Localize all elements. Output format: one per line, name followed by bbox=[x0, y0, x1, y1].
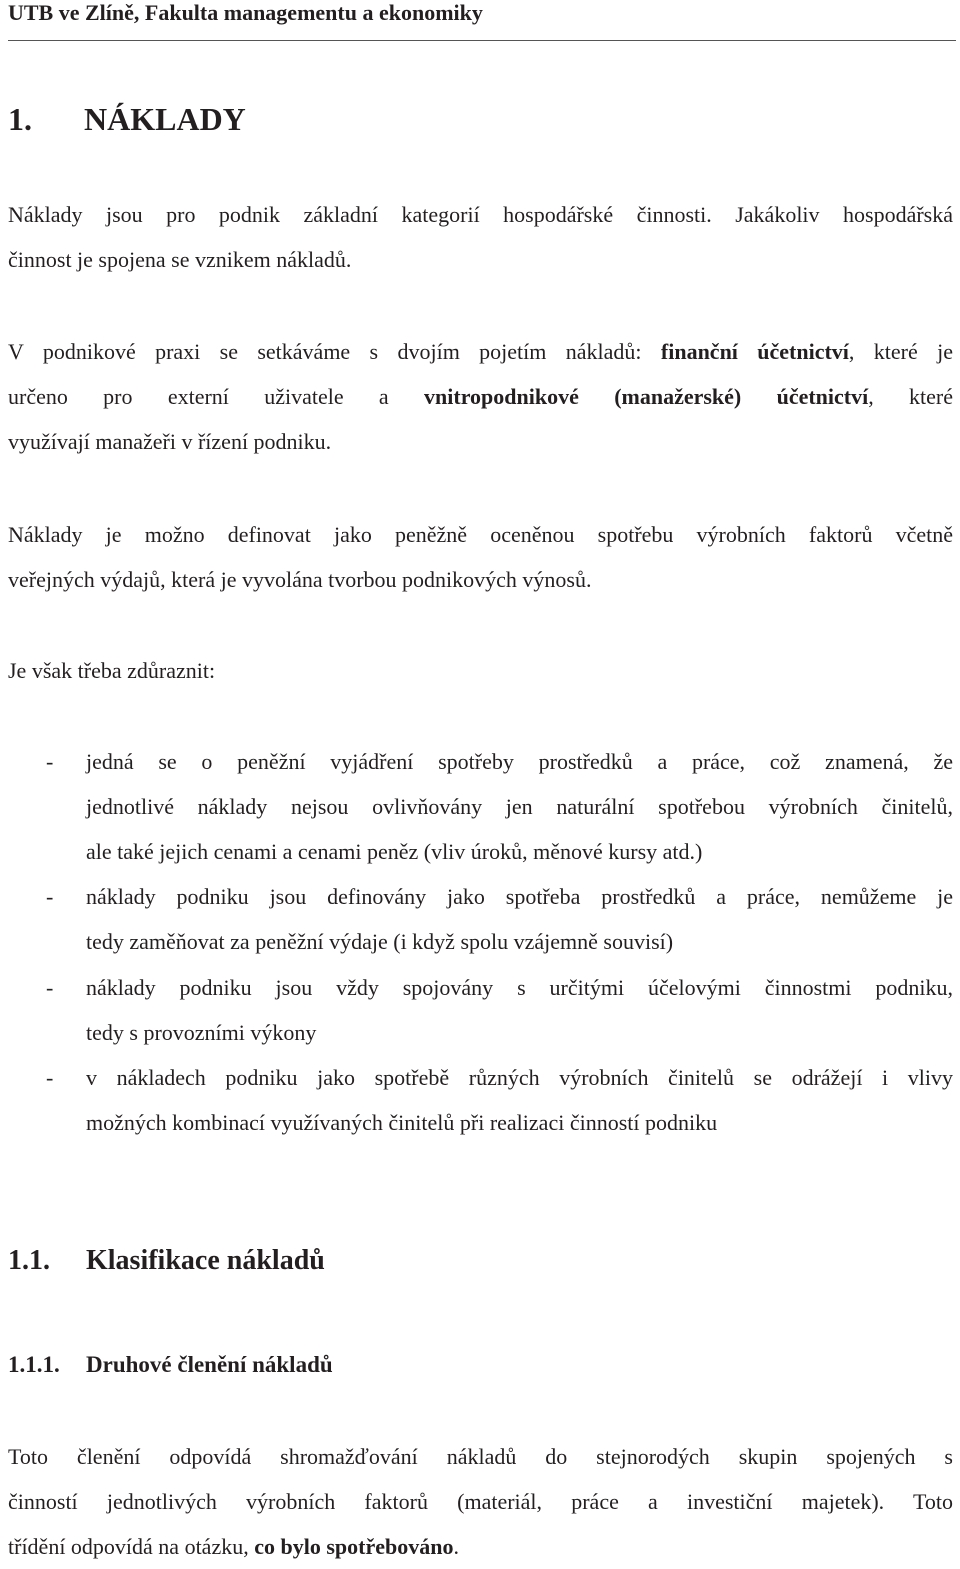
bullet-line: tedy zaměňovat za peněžní výdaje (i když spolu vzájemně souvisí) bbox=[86, 929, 674, 954]
section-title: Klasifikace nákladů bbox=[86, 1245, 325, 1276]
bullet-dash: - bbox=[46, 1065, 54, 1090]
section-heading bbox=[8, 1243, 325, 1279]
text-run: . bbox=[453, 1534, 459, 1559]
section-number: 1.1. bbox=[8, 1245, 50, 1276]
bold-term: vnitropodnikové (manažerské) účetnictví bbox=[424, 384, 869, 409]
paragraph-line: Je však třeba zdůraznit: bbox=[8, 658, 216, 683]
paragraph-line: činností jednotlivých výrobních faktorů (materiál, práce a investiční majetek). Toto bbox=[8, 1489, 953, 1514]
paragraph-line bbox=[8, 329, 953, 374]
bullet-line: tedy s provozními výkony bbox=[86, 1020, 317, 1045]
paragraph-line bbox=[8, 1524, 953, 1569]
text-run: určeno pro externí uživatele a bbox=[8, 384, 425, 409]
paragraph-line: využívají manažeři v řízení podniku. bbox=[8, 429, 332, 454]
paragraph-emphasis bbox=[8, 648, 953, 693]
chapter-number: 1. bbox=[8, 101, 32, 137]
paragraph-definition bbox=[8, 512, 953, 602]
bullet-line: náklady podniku jsou definovány jako spotřeba prostředků a práce, nemůžeme je bbox=[86, 884, 953, 909]
bullet-dash: - bbox=[46, 884, 54, 909]
paragraph-accounting bbox=[8, 329, 953, 464]
bullet-line: ale také jejich cenami a cenami peněz (vliv úroků, měnové kursy atd.) bbox=[86, 839, 703, 864]
bullet-text bbox=[86, 965, 953, 1055]
paragraph-line: Náklady je možno definovat jako peněžně oceněnou spotřebu výrobních faktorů včetně bbox=[8, 522, 953, 547]
text-run: , které je bbox=[848, 339, 953, 364]
running-header: UTB ve Zlíně, Fakulta managementu a ekonomiky bbox=[8, 0, 483, 25]
paragraph-line: veřejných výdajů, která je vyvolána tvorbou podnikových výnosů. bbox=[8, 567, 592, 592]
chapter-heading bbox=[8, 99, 246, 139]
paragraph-line bbox=[8, 374, 953, 419]
text-run: V podnikové praxi se setkáváme s dvojím pojetím nákladů: bbox=[8, 339, 661, 364]
text-run: , které bbox=[868, 384, 954, 409]
bullet-text bbox=[86, 874, 953, 964]
subsection-title: Druhové členění nákladů bbox=[86, 1352, 333, 1377]
bullet-dash: - bbox=[46, 749, 54, 774]
text-run: třídění odpovídá na otázku, bbox=[8, 1534, 255, 1559]
paragraph-line: Toto členění odpovídá shromažďování nákladů do stejnorodých skupin spojených s bbox=[8, 1444, 953, 1469]
bullet-line: možných kombinací využívaných činitelů při realizaci činností podniku bbox=[86, 1110, 718, 1135]
bold-term: co bylo spotřebováno bbox=[254, 1534, 454, 1559]
bullet-dash: - bbox=[46, 975, 54, 1000]
bullet-line: v nákladech podniku jako spotřebě různých výrobních činitelů se odrážejí i vlivy bbox=[86, 1065, 953, 1090]
bullet-text bbox=[86, 739, 953, 874]
chapter-title: NÁKLADY bbox=[84, 101, 246, 137]
bold-term: finanční účetnictví bbox=[660, 339, 849, 364]
paragraph-line: Náklady jsou pro podnik základní kategorií hospodářské činnosti. Jakákoliv hospodářská bbox=[8, 202, 953, 227]
bullet-line: náklady podniku jsou vždy spojovány s určitými účelovými činnostmi podniku, bbox=[86, 975, 953, 1000]
paragraph-intro bbox=[8, 192, 953, 282]
bullet-text bbox=[86, 1055, 953, 1145]
header-divider bbox=[8, 40, 956, 41]
subsection-heading bbox=[8, 1350, 333, 1380]
subsection-number: 1.1.1. bbox=[8, 1352, 60, 1377]
paragraph-classification bbox=[8, 1434, 953, 1569]
bullet-line: jedná se o peněžní vyjádření spotřeby prostředků a práce, což znamená, že bbox=[86, 749, 953, 774]
paragraph-line: činnost je spojena se vznikem nákladů. bbox=[8, 247, 352, 272]
bullet-line: jednotlivé náklady nejsou ovlivňovány jen naturální spotřebou výrobních činitelů, bbox=[86, 794, 953, 819]
